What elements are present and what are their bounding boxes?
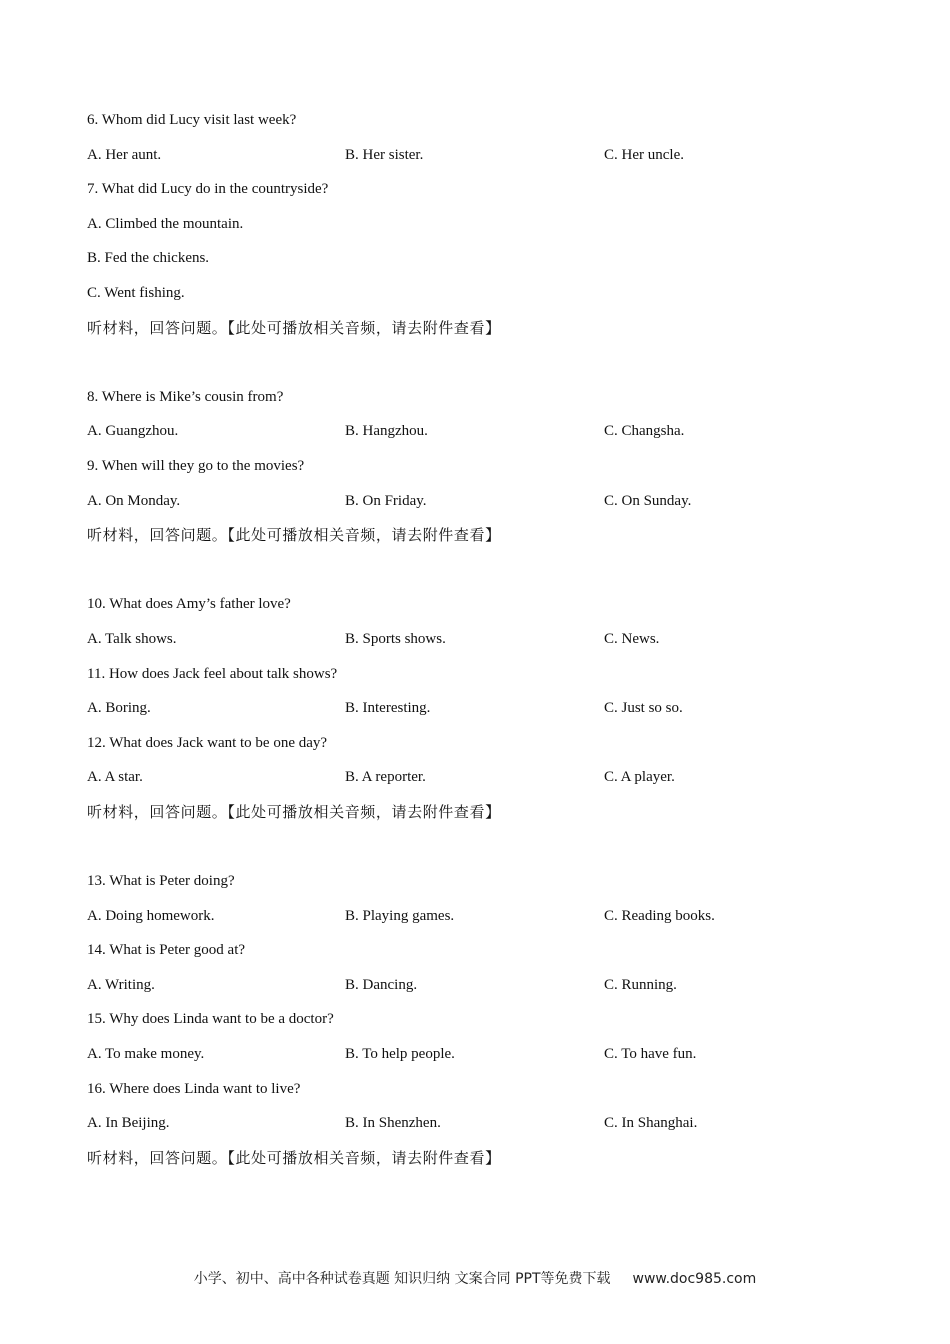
option-a: A. Boring.	[87, 700, 151, 717]
option-b: B. A reporter.	[345, 769, 426, 786]
option-c: C. On Sunday.	[604, 492, 692, 509]
option-a: A. Writing.	[87, 976, 155, 993]
option-c: C. Just so so.	[604, 700, 683, 717]
question: 16. Where does Linda want to live?	[87, 1080, 301, 1097]
options-row	[87, 419, 887, 454]
options-row	[87, 696, 887, 731]
option-a: A. Talk shows.	[87, 630, 177, 647]
question: 7. What did Lucy do in the countryside?	[87, 181, 329, 198]
question: 11. How does Jack feel about talk shows?	[87, 665, 338, 682]
option-b: B. Her sister.	[345, 146, 424, 163]
listening-instruction: 听材料，回答问题。【此处可播放相关音频，请去附件查看】	[87, 1148, 501, 1167]
option-a: A. In Beijing.	[87, 1115, 170, 1132]
option-b: B. Fed the chickens.	[87, 250, 210, 267]
option-b: B. On Friday.	[345, 492, 427, 509]
option-a: A. Her aunt.	[87, 146, 162, 163]
document-body	[87, 108, 887, 1180]
question: 12. What does Jack want to be one day?	[87, 734, 328, 751]
option-a: A. A star.	[87, 769, 143, 786]
question: 9. When will they go to the movies?	[87, 457, 305, 474]
options-row	[87, 765, 887, 800]
options-row	[87, 1042, 887, 1077]
option-a: A. To make money.	[87, 1046, 205, 1063]
option-b: B. Sports shows.	[345, 630, 446, 647]
options-row	[87, 489, 887, 524]
options-row	[87, 627, 887, 662]
options-row	[87, 1111, 887, 1146]
question: 15. Why does Linda want to be a doctor?	[87, 1011, 334, 1028]
listening-instruction: 听材料，回答问题。【此处可播放相关音频，请去附件查看】	[87, 526, 501, 545]
option-a: A. On Monday.	[87, 492, 181, 509]
question: 10. What does Amy’s father love?	[87, 596, 291, 613]
option-b: B. Interesting.	[345, 700, 431, 717]
footer-url[interactable]: www.doc985.com	[632, 1271, 757, 1287]
option-a: A. Climbed the mountain.	[87, 215, 244, 232]
option-c: C. News.	[604, 630, 660, 647]
question: 14. What is Peter good at?	[87, 942, 246, 959]
question: 6. Whom did Lucy visit last week?	[87, 112, 297, 128]
footer-text: 小学、初中、高中各种试卷真题 知识归纳 文案合同 PPT等免费下载	[193, 1271, 611, 1287]
page-footer	[0, 1268, 950, 1288]
listening-instruction: 听材料，回答问题。【此处可播放相关音频，请去附件查看】	[87, 318, 501, 337]
option-c: C. Her uncle.	[604, 146, 684, 163]
listening-instruction: 听材料，回答问题。【此处可播放相关音频，请去附件查看】	[87, 802, 501, 821]
option-b: B. In Shenzhen.	[345, 1115, 441, 1132]
option-b: B. Dancing.	[345, 976, 418, 993]
options-row	[87, 973, 887, 1008]
option-c: C. Changsha.	[604, 423, 685, 440]
option-b: B. Hangzhou.	[345, 423, 428, 440]
option-c: C. In Shanghai.	[604, 1115, 698, 1132]
options-row	[87, 904, 887, 939]
option-c: C. A player.	[604, 769, 675, 786]
option-b: B. To help people.	[345, 1046, 455, 1063]
question: 8. Where is Mike’s cousin from?	[87, 388, 284, 405]
question: 13. What is Peter doing?	[87, 873, 235, 890]
option-c: C. Reading books.	[604, 907, 715, 924]
option-b: B. Playing games.	[345, 907, 455, 924]
options-row	[87, 143, 887, 178]
option-c: C. Running.	[604, 976, 677, 993]
option-c: C. To have fun.	[604, 1046, 697, 1063]
option-a: A. Doing homework.	[87, 907, 215, 924]
option-c: C. Went fishing.	[87, 284, 185, 301]
option-a: A. Guangzhou.	[87, 423, 179, 440]
